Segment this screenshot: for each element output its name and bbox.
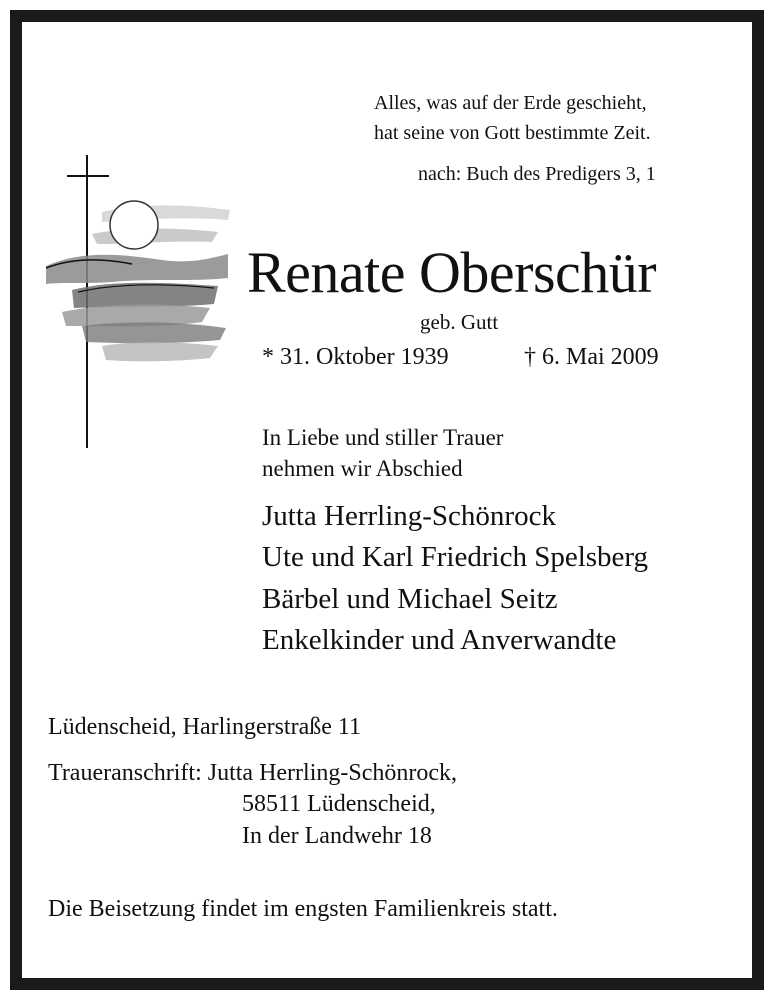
quote-line-1: Alles, was auf der Erde geschieht, (374, 92, 647, 114)
contact-address-street: In der Landwehr 18 (242, 823, 432, 849)
mourner-name: Enkelkinder und Anverwandte (262, 624, 617, 656)
contact-address-label: Traueranschrift: Jutta Herrling-Schönrock, (48, 760, 458, 786)
cross-sunset-sea-icon (42, 150, 232, 450)
birth-date: * 31. Oktober 1939 (262, 344, 449, 370)
quote-source: nach: Buch des Predigers 3, 1 (418, 163, 656, 185)
maiden-name: geb. Gutt (420, 310, 499, 334)
death-date: † 6. Mai 2009 (524, 344, 659, 370)
mourner-name: Jutta Herrling-Schönrock (262, 500, 556, 532)
mourning-intro-line-2: nehmen wir Abschied (262, 456, 463, 481)
deceased-name: Renate Oberschür (247, 240, 657, 305)
mourner-name: Ute und Karl Friedrich Spelsberg (262, 541, 649, 573)
residence-address: Lüdenscheid, Harlingerstraße 11 (48, 714, 361, 740)
mourning-intro-line-1: In Liebe und stiller Trauer (262, 425, 504, 450)
mourner-name: Bärbel und Michael Seitz (262, 583, 558, 615)
quote-line-2: hat seine von Gott bestimmte Zeit. (374, 122, 651, 144)
funeral-note: Die Beisetzung findet im engsten Familienkreis statt. (48, 896, 558, 922)
contact-address-city: 58511 Lüdenscheid, (242, 791, 436, 817)
